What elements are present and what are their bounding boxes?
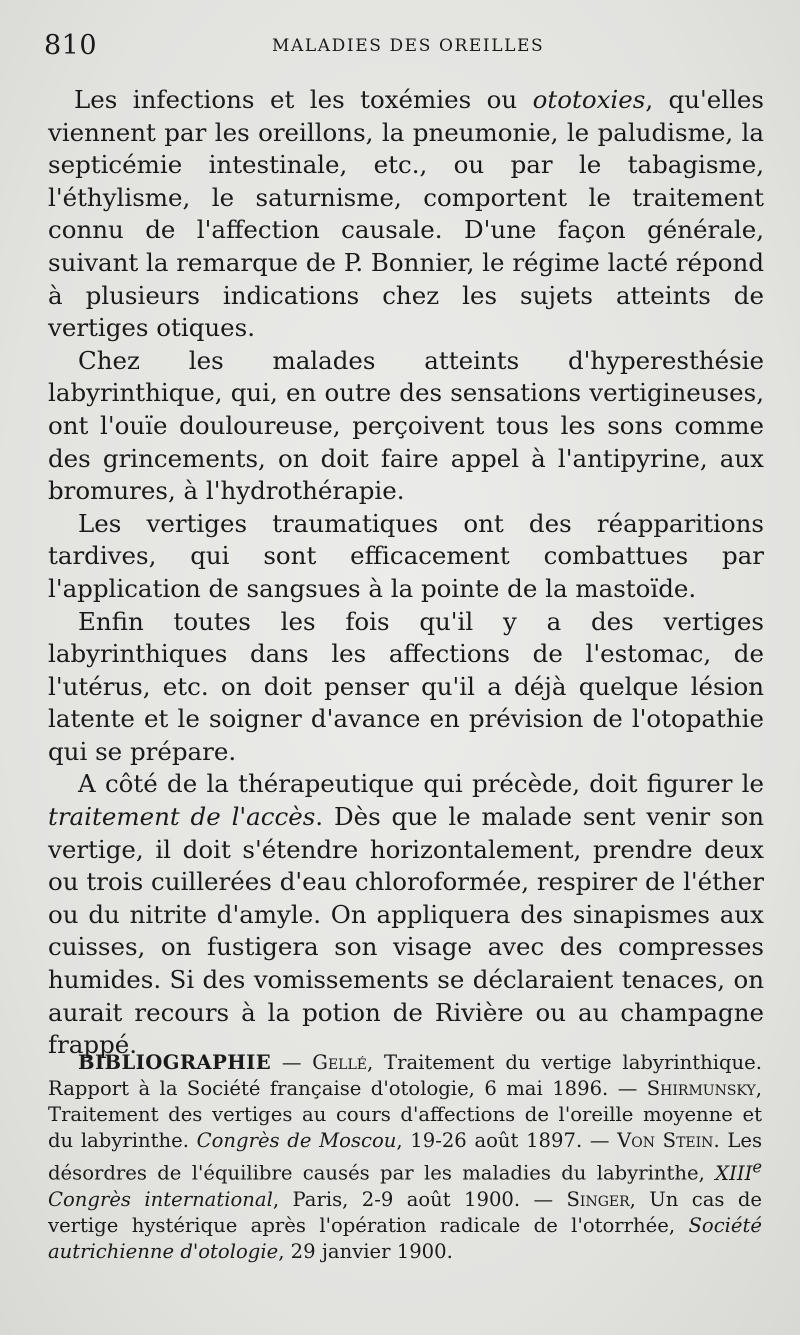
reference-text: , Paris, 2-9 août 1900. —: [272, 1187, 567, 1211]
italic-term: traitement de l'accès: [48, 802, 316, 832]
author-gelle: Gellé: [312, 1051, 367, 1074]
paragraph-text: . Dès que le malade sent venir son vertige, il doit s'étendre horizontalement, prendre deux ou trois cuillerées d'eau chloroformée, respirer de l'éther ou du nitrite d'amyle. On appliquera des sinapismes aux cuisses, on fustigera son visage avec des compresses humides. Si des vomissements se déclaraient tenaces, on aurait recours à la potion de Rivière ou au champagne frappé.: [48, 802, 765, 1060]
bibliography-heading: BIBLIOGRAPHIE: [78, 1051, 272, 1074]
paragraph-text: , qu'elles viennent par les oreillons, la pneumonie, le paludisme, la septicémie intestinale, etc., ou par le tabagisme, l'éthylisme, le saturnisme, comportent le traitement connu de l'affection causale. D'une façon générale, suivant la remarque de P. Bonnier, le régime lacté répond à plusieurs indications chez les sujets atteints de vertiges otiques.: [48, 85, 765, 343]
bibliography-text: [48, 1050, 762, 1265]
roman-numeral: XIII: [715, 1161, 753, 1185]
main-text: [48, 84, 764, 1062]
page-header: [44, 30, 756, 66]
reference-text: , Un cas de vertige hystérique après l'opération radicale de l'otorrhée,: [48, 1187, 762, 1237]
reference-text: , Traitement du vertige labyrinthique. Rapport à la Société française d'otologie, 6 mai 1896. —: [48, 1051, 762, 1100]
paragraph-hyperesthesie: Chez les malades atteints d'hyperesthésie labyrinthique, qui, en outre des sensations vertigineuses, ont l'ouïe douloureuse, perçoivent tous les sons comme des grincements, on doit faire appel à l'antipyrine, aux bromures, à l'hydrothérapie.: [48, 345, 764, 506]
paragraph-traitement-acces: [48, 768, 764, 1061]
separator: —: [271, 1051, 313, 1074]
reference-text: , 29 janvier 1900.: [278, 1239, 453, 1263]
reference-text: , 19-26 août 1897. —: [396, 1129, 618, 1152]
venue-congres-moscou: Congrès de Moscou: [196, 1129, 397, 1152]
running-title: MALADIES DES OREILLES: [272, 36, 545, 56]
author-von-stein: Von Stein: [617, 1129, 714, 1152]
reference-text: . Les désordres de l'équilibre causés par les maladies du labyrinthe,: [48, 1129, 762, 1185]
italic-term: ototoxies: [532, 85, 646, 114]
venue-societe-autrichienne: Société autrichienne d'otologie: [48, 1213, 762, 1263]
page-number: 810: [44, 30, 98, 61]
paragraph-infections: [48, 84, 764, 345]
paragraph-text: Les infections et les toxémies ou: [74, 85, 533, 114]
reference-text: , Traitement des vertiges au cours d'affections de l'oreille moyenne et du labyrinthe.: [48, 1077, 762, 1152]
paragraph-text: A côté de la thérapeutique qui précède, doit figurer le: [78, 769, 764, 799]
author-shirmunsky: Shirmunsky: [646, 1077, 756, 1100]
paragraph-enfin: Enfin toutes les fois qu'il y a des vertiges labyrinthiques dans les affections de l'estomac, de l'utérus, etc. on doit penser qu'il a déjà quelque lésion latente et le soigner d'avance en prévision de l'otopathie qui se prépare.: [48, 606, 764, 766]
venue-text: Congrès international: [48, 1187, 273, 1211]
author-singer: Singer: [566, 1187, 630, 1211]
bibliography: [48, 1050, 762, 1265]
paragraph-traumatiques: Les vertiges traumatiques ont des réapparitions tardives, qui sont efficacement combattues par l'application de sangsues à la pointe de la mastoïde.: [48, 508, 764, 603]
superscript: e: [752, 1157, 762, 1176]
